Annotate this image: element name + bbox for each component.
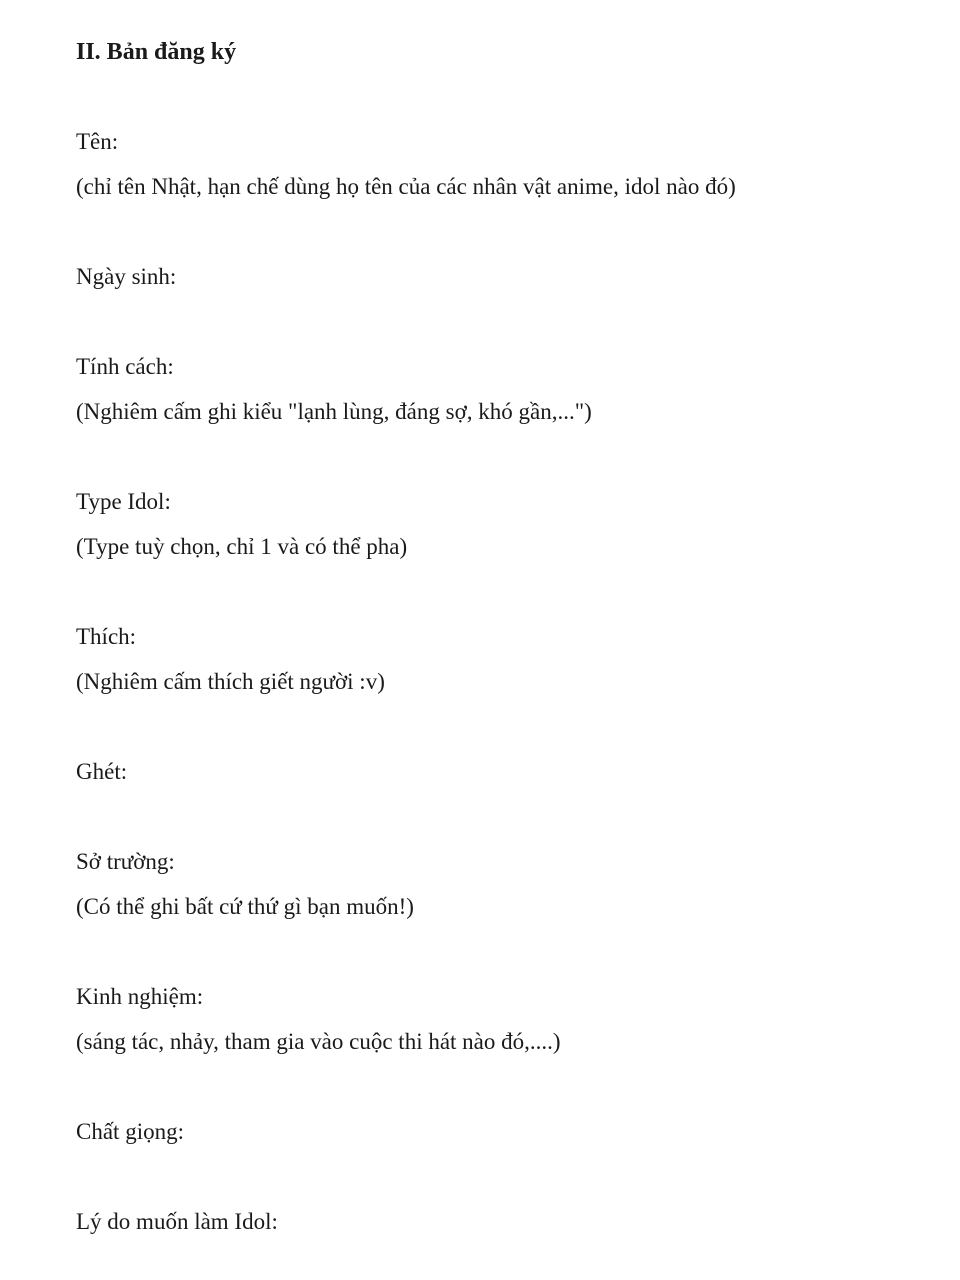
field-label-experience: Kinh nghiệm: [76,984,204,1009]
field-label-birthday: Ngày sinh: [76,264,177,289]
field-label-idol-type: Type Idol: [76,489,171,514]
field-note-personality: (Nghiêm cấm ghi kiểu "lạnh lùng, đáng sợ, khó gần,...") [76,399,592,424]
field-label-name: Tên: [76,129,119,154]
field-note-likes: (Nghiêm cấm thích giết người :v) [76,669,385,694]
field-label-dislikes: Ghét: [76,759,128,784]
field-label-strengths: Sở trường: [76,849,175,874]
field-label-personality: Tính cách: [76,354,174,379]
field-note-name: (chỉ tên Nhật, hạn chế dùng họ tên của các nhân vật anime, idol nào đó) [76,174,736,199]
field-label-reason: Lý do muốn làm Idol: [76,1209,278,1234]
field-note-idol-type: (Type tuỳ chọn, chỉ 1 và có thể pha) [76,534,408,559]
section-heading: II. Bản đăng ký [76,39,237,65]
field-note-strengths: (Có thể ghi bất cứ thứ gì bạn muốn!) [76,894,414,919]
field-label-likes: Thích: [76,624,137,649]
field-note-experience: (sáng tác, nhảy, tham gia vào cuộc thi hát nào đó,....) [76,1029,561,1054]
field-label-voice: Chất giọng: [76,1119,184,1144]
